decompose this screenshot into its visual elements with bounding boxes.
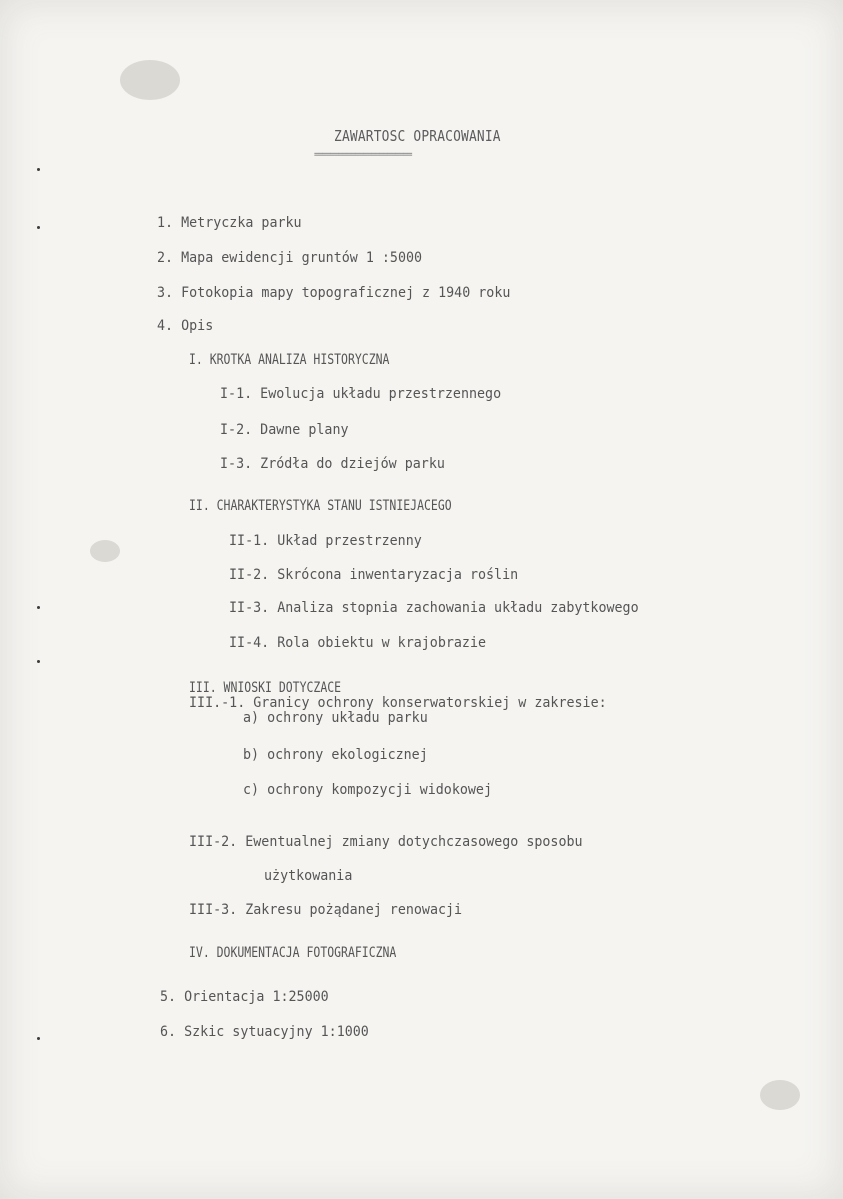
- toc-subitem-1-3: I-3. Zródła do dziejów parku: [220, 456, 445, 472]
- toc-subitem-3-1-b: b) ochrony ekologicznej: [243, 747, 428, 763]
- toc-section-4: IV. DOKUMENTACJA FOTOGRAFICZNA: [189, 945, 397, 961]
- toc-section-2: II. CHARAKTERYSTYKA STANU ISTNIEJACEGO: [189, 498, 452, 514]
- toc-item-6: 6. Szkic sytuacyjny 1:1000: [160, 1024, 369, 1040]
- toc-subitem-1-1: I-1. Ewolucja układu przestrzennego: [220, 386, 502, 402]
- toc-item-5: 5. Orientacja 1:25000: [160, 989, 329, 1005]
- title-underline: ========================: [314, 150, 412, 160]
- toc-item-1: 1. Metryczka parku: [157, 215, 302, 231]
- toc-subitem-1-2: I-2. Dawne plany: [220, 422, 349, 438]
- toc-subitem-2-2: II-2. Skrócona inwentaryzacja roślin: [229, 567, 519, 583]
- margin-dot: [37, 226, 40, 229]
- margin-dot: [37, 606, 40, 609]
- paper-stain: [120, 60, 180, 100]
- toc-subitem-3-1-c: c) ochrony kompozycji widokowej: [243, 782, 492, 798]
- document-title: ZAWARTOSC OPRACOWANIA: [334, 127, 501, 145]
- margin-dot: [37, 1037, 40, 1040]
- toc-subitem-2-4: II-4. Rola obiektu w krajobrazie: [229, 635, 487, 651]
- toc-item-2: 2. Mapa ewidencji gruntów 1 :5000: [157, 250, 423, 266]
- toc-subitem-3-2: III-2. Ewentualnej zmiany dotychczasowego sposobu: [189, 834, 583, 850]
- toc-subitem-3-2-cont: użytkowania: [264, 868, 353, 884]
- toc-subitem-3-1: III.-1. Granicy ochrony konserwatorskiej w zakresie:: [189, 695, 607, 711]
- paper-stain: [760, 1080, 800, 1110]
- paper-stain: [90, 540, 120, 562]
- margin-dot: [37, 168, 40, 171]
- toc-item-4: 4. Opis: [157, 318, 214, 334]
- toc-subitem-3-3: III-3. Zakresu pożądanej renowacji: [189, 902, 463, 918]
- toc-subitem-3-1-a: a) ochrony układu parku: [243, 710, 428, 726]
- margin-dot: [37, 660, 40, 663]
- toc-subitem-2-1: II-1. Układ przestrzenny: [229, 533, 422, 549]
- toc-item-3: 3. Fotokopia mapy topograficznej z 1940 roku: [157, 285, 511, 301]
- toc-section-1: I. KROTKA ANALIZA HISTORYCZNA: [189, 352, 390, 368]
- toc-subitem-2-3: II-3. Analiza stopnia zachowania układu zabytkowego: [229, 600, 639, 616]
- toc-section-3: III. WNIOSKI DOTYCZACE: [189, 680, 342, 696]
